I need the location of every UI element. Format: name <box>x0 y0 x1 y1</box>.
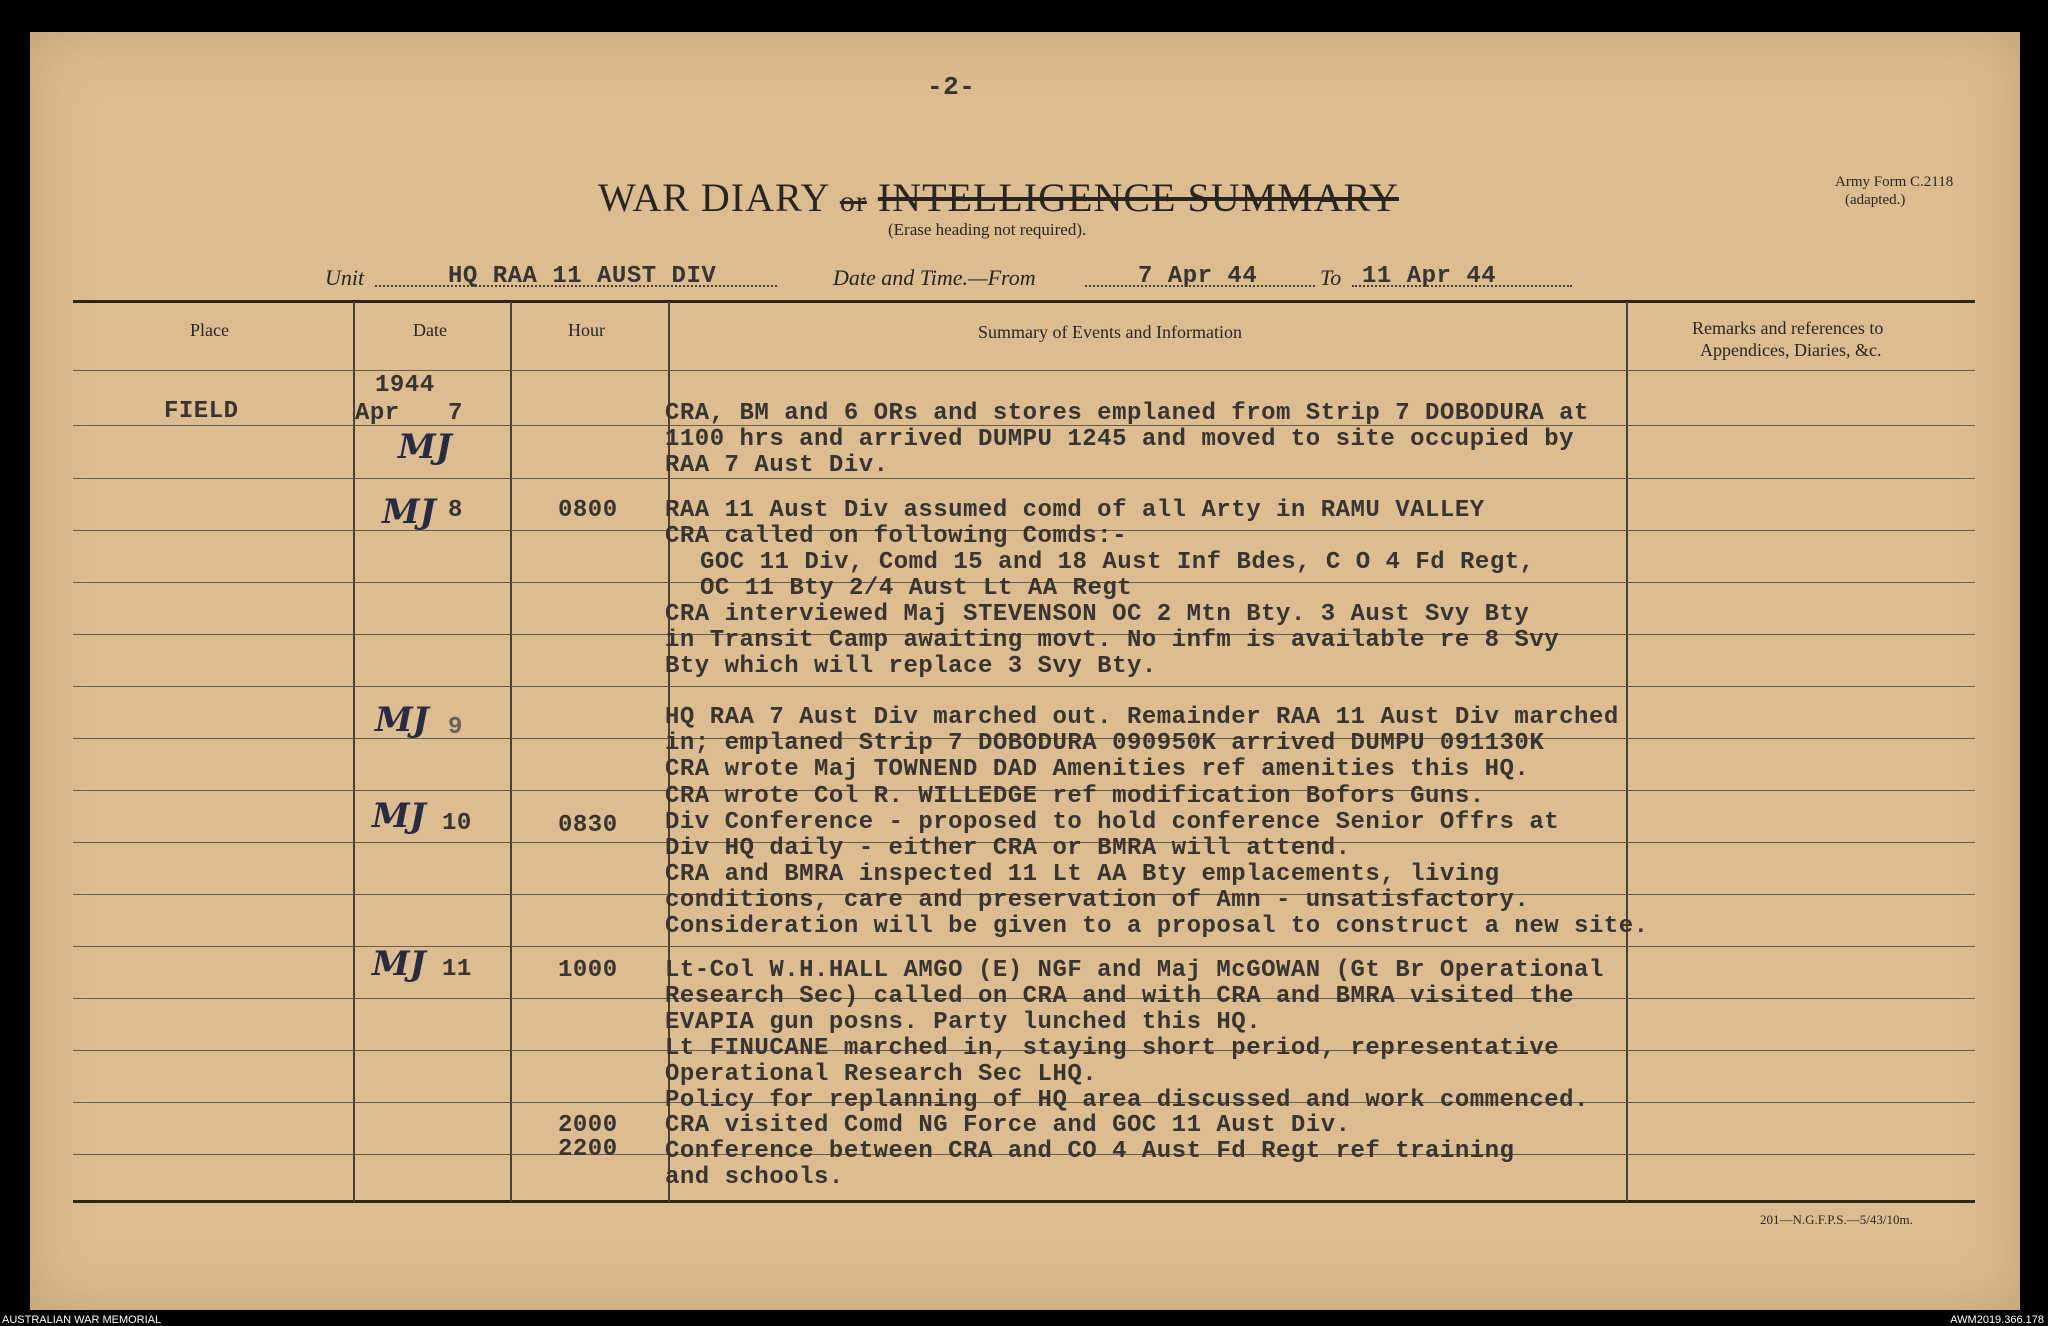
table-bottom-rule <box>73 1200 1975 1203</box>
row-rule <box>73 946 1975 947</box>
page-number: -2- <box>927 72 976 102</box>
row-rule <box>73 478 1975 479</box>
archive-credit: AUSTRALIAN WAR MEMORIAL <box>2 1314 162 1326</box>
date-year: 1944 <box>375 372 435 399</box>
summary-line: CRA and BMRA inspected 11 Lt AA Bty emplacements, living <box>665 861 1500 888</box>
army-form-label: Army Form C.2118 <box>1835 174 1954 190</box>
summary-line: Research Sec) called on CRA and with CRA and BMRA visited the <box>665 983 1575 1010</box>
summary-line: EVAPIA gun posns. Party lunched this HQ. <box>665 1009 1262 1036</box>
title-war-diary: WAR DIARY <box>598 175 829 220</box>
initials-signature: MJ <box>398 427 452 467</box>
hour-entry: 0830 <box>558 812 618 839</box>
column-divider-summary <box>1626 302 1628 1202</box>
date-to-value: 11 Apr 44 <box>1362 263 1497 290</box>
army-form-sub: (adapted.) <box>1845 192 1906 208</box>
summary-line: conditions, care and preservation of Amn - unsatisfactory. <box>665 887 1530 914</box>
hour-entry: 1000 <box>558 957 618 984</box>
hour-entry: 2000 <box>558 1112 618 1139</box>
summary-line: CRA visited Comd NG Force and GOC 11 Aust Div. <box>665 1112 1351 1139</box>
summary-line: Conference between CRA and CO 4 Aust Fd Regt ref training <box>665 1138 1515 1165</box>
initials-signature: MJ <box>382 492 436 532</box>
summary-line: HQ RAA 7 Aust Div marched out. Remainder RAA 11 Aust Div marched <box>665 704 1619 731</box>
unit-label: Unit <box>325 265 365 290</box>
date-day: 8 <box>448 497 463 524</box>
date-to-label: To <box>1320 265 1342 290</box>
summary-line: in Transit Camp awaiting movt. No infm is available re 8 Svy <box>665 627 1560 654</box>
summary-line: Lt-Col W.H.HALL AMGO (E) NGF and Maj McGOWAN (Gt Br Operational <box>665 957 1604 984</box>
header-summary: Summary of Events and Information <box>978 322 1242 342</box>
summary-line: Div HQ daily - either CRA or BMRA will attend. <box>665 835 1351 862</box>
summary-line: Consideration will be given to a proposal to construct a new site. <box>665 913 1649 940</box>
summary-line: Policy for replanning of HQ area discussed and work commenced. <box>665 1087 1589 1114</box>
summary-line: CRA interviewed Maj STEVENSON OC 2 Mtn Bty. 3 Aust Svy Bty <box>665 601 1530 628</box>
header-rule <box>73 370 1975 371</box>
summary-line: Div Conference - proposed to hold conference Senior Offrs at <box>665 809 1560 836</box>
summary-line: Bty which will replace 3 Svy Bty. <box>665 653 1157 680</box>
summary-line: RAA 7 Aust Div. <box>665 452 889 479</box>
summary-line: RAA 11 Aust Div assumed comd of all Arty in RAMU VALLEY <box>665 497 1485 524</box>
date-day: 11 <box>442 956 472 983</box>
date-month: Apr <box>355 400 400 427</box>
initials-signature: MJ <box>372 796 426 836</box>
form-title <box>598 174 1399 221</box>
title-or: or <box>839 185 867 218</box>
diary-page <box>30 32 2020 1310</box>
header-date: Date <box>413 320 447 340</box>
archive-reference: AWM2019.366.178 <box>1950 1314 2044 1326</box>
row-rule <box>73 686 1975 687</box>
date-day: 9 <box>448 714 463 741</box>
date-from-value: 7 Apr 44 <box>1138 263 1258 290</box>
header-remarks-line2: Appendices, Diaries, &c. <box>1700 340 1882 360</box>
summary-line: and schools. <box>665 1164 844 1191</box>
date-day: 10 <box>442 810 472 837</box>
column-divider-date <box>510 302 512 1202</box>
header-remarks-line1: Remarks and references to <box>1692 318 1884 338</box>
summary-line: in; emplaned Strip 7 DOBODURA 090950K arrived DUMPU 091130K <box>665 730 1545 757</box>
unit-value: HQ RAA 11 AUST DIV <box>448 263 717 290</box>
place-field: FIELD <box>164 398 239 425</box>
initials-signature: MJ <box>375 700 429 740</box>
header-hour: Hour <box>568 320 605 340</box>
summary-line: Operational Research Sec LHQ. <box>665 1061 1098 1088</box>
hour-entry: 2200 <box>558 1136 618 1163</box>
summary-line: OC 11 Bty 2/4 Aust Lt AA Regt <box>700 575 1133 602</box>
hour-entry: 0800 <box>558 497 618 524</box>
date-day: 7 <box>448 400 463 427</box>
summary-line: GOC 11 Div, Comd 15 and 18 Aust Inf Bdes, C O 4 Fd Regt, <box>700 549 1535 576</box>
summary-line: CRA, BM and 6 ORs and stores emplaned from Strip 7 DOBODURA at <box>665 400 1589 427</box>
summary-line: 1100 hrs and arrived DUMPU 1245 and moved to site occupied by <box>665 426 1575 453</box>
header-place: Place <box>190 320 229 340</box>
column-divider-place <box>353 302 355 1202</box>
printer-note: 201—N.G.F.P.S.—5/43/10m. <box>1760 1212 1913 1227</box>
summary-line: Lt FINUCANE marched in, staying short period, representative <box>665 1035 1560 1062</box>
table-top-rule <box>73 300 1975 303</box>
erase-note: (Erase heading not required). <box>888 220 1087 239</box>
title-struck-intelligence-summary: INTELLIGENCE SUMMARY <box>877 175 1399 220</box>
summary-line: CRA wrote Col R. WILLEDGE ref modification Bofors Guns. <box>665 783 1485 810</box>
initials-signature: MJ <box>372 944 426 984</box>
date-from-label: Date and Time.—From <box>833 265 1036 290</box>
summary-line: CRA called on following Comds:- <box>665 523 1127 550</box>
summary-line: CRA wrote Maj TOWNEND DAD Amenities ref amenities this HQ. <box>665 756 1530 783</box>
